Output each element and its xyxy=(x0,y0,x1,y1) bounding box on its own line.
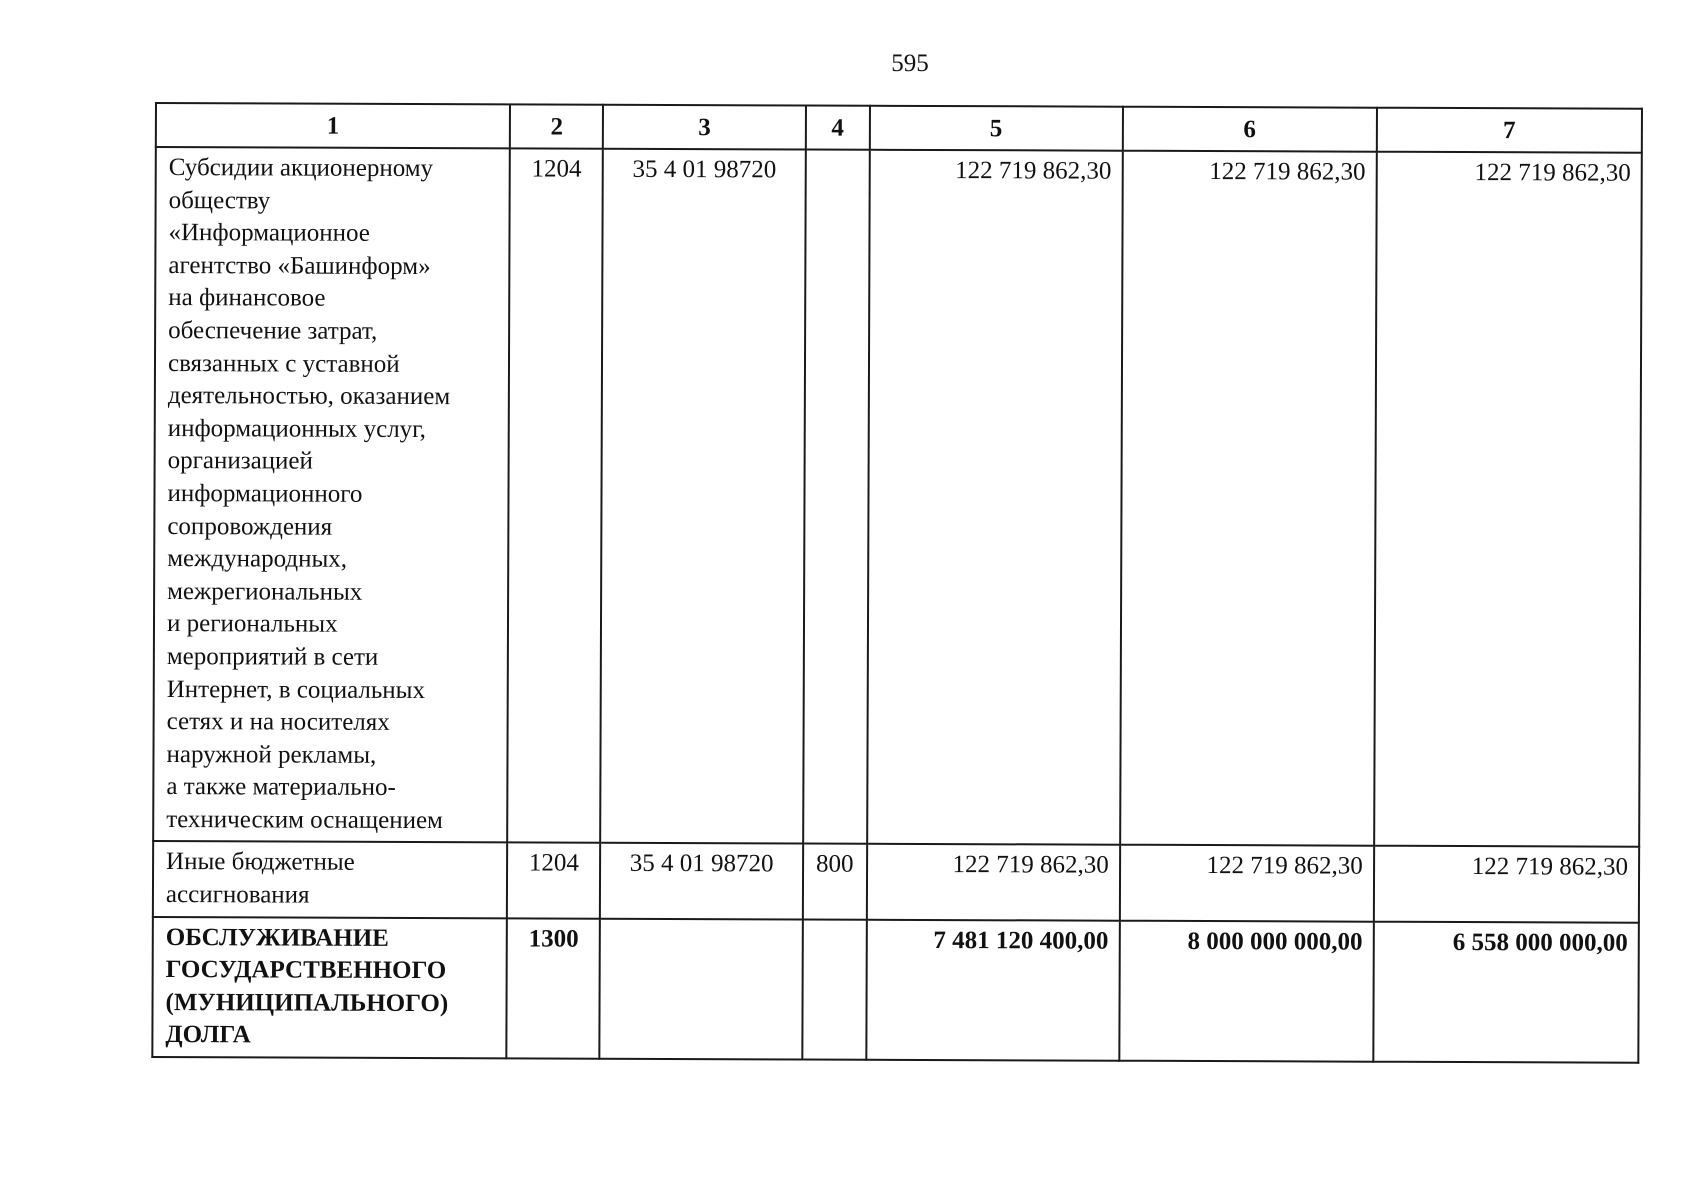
row-name-line: межрегиональных xyxy=(167,577,363,606)
table-row xyxy=(152,917,1639,1063)
target-code-cell: 35 4 01 98720 xyxy=(601,149,806,844)
amount-col5-cell: 7 481 120 400,00 xyxy=(866,919,1120,1060)
row-name-line: ГОСУДАРСТВЕННОГО xyxy=(165,956,447,985)
target-code-cell xyxy=(600,918,803,1059)
column-header-2: 2 xyxy=(510,104,603,148)
amount-col5-cell: 122 719 862,30 xyxy=(867,150,1123,845)
column-header-1: 1 xyxy=(156,103,510,148)
row-name-line: ОБСЛУЖИВАНИЕ xyxy=(165,923,389,952)
row-name-line: наружной рекламы, xyxy=(166,740,377,769)
budget-table xyxy=(151,102,1643,1064)
row-name-line: на финансовое xyxy=(168,284,326,313)
row-name-line: сетях и на носителях xyxy=(166,708,390,736)
amount-col6-cell: 8 000 000 000,00 xyxy=(1119,920,1374,1061)
row-name-line: техническим оснащением xyxy=(166,805,443,834)
row-name-line: обществу xyxy=(168,186,271,215)
amount-col5-cell: 122 719 862,30 xyxy=(866,844,1119,920)
row-name-cell xyxy=(153,841,508,918)
amount-col6-cell: 122 719 862,30 xyxy=(1120,845,1374,921)
column-header-7: 7 xyxy=(1377,108,1642,153)
amount-col7-cell: 6 558 000 000,00 xyxy=(1373,921,1639,1062)
row-name-line: Интернет, в социальных xyxy=(166,675,426,704)
expense-type-cell xyxy=(802,919,866,1060)
column-header-6: 6 xyxy=(1122,107,1376,152)
amount-col7-cell: 122 719 862,30 xyxy=(1374,846,1640,922)
table-body xyxy=(152,147,1641,1063)
row-name-line: ДОЛГА xyxy=(165,1021,251,1049)
expense-type-cell xyxy=(803,149,869,844)
row-name-line: (МУНИЦИПАЛЬНОГО) xyxy=(165,988,449,1017)
row-name-cell xyxy=(153,147,510,843)
row-name-line: международных, xyxy=(167,545,348,573)
section-code-cell: 1300 xyxy=(507,918,601,1059)
target-code-cell: 35 4 01 98720 xyxy=(600,843,803,919)
row-name-line: информационного xyxy=(167,479,363,508)
page-number: 595 xyxy=(891,50,929,77)
row-name-line: «Информационное xyxy=(168,219,370,248)
column-header-3: 3 xyxy=(603,105,806,150)
table-row xyxy=(153,147,1642,847)
section-code-cell: 1204 xyxy=(507,843,600,919)
table-header-row xyxy=(156,103,1642,153)
row-name-line: а также материально- xyxy=(166,773,396,802)
expense-type-cell: 800 xyxy=(803,844,867,919)
amount-col7-cell: 122 719 862,30 xyxy=(1374,152,1642,847)
section-code-cell: 1204 xyxy=(507,148,603,843)
row-name-line: ассигнования xyxy=(165,881,310,909)
row-name-line: организацией xyxy=(167,447,313,475)
row-name-cell xyxy=(152,917,507,1059)
row-name-line: информационных услуг, xyxy=(167,414,426,443)
row-name-line: сопровождения xyxy=(167,512,333,541)
row-name-line: обеспечение затрат, xyxy=(168,317,378,345)
row-name-line: агентство «Башинформ» xyxy=(168,251,431,280)
row-name-line: деятельностью, оказанием xyxy=(167,382,451,411)
table-row xyxy=(153,841,1639,922)
column-header-5: 5 xyxy=(869,106,1122,151)
row-name-line: связанных с уставной xyxy=(167,349,400,378)
row-name-line: и региональных xyxy=(166,610,338,639)
row-name-line: Субсидии акционерному xyxy=(168,154,434,183)
row-name-line: мероприятий в сети xyxy=(166,642,379,671)
amount-col6-cell: 122 719 862,30 xyxy=(1120,151,1377,846)
row-name-line: Иные бюджетные xyxy=(166,848,355,877)
column-header-4: 4 xyxy=(806,105,870,149)
